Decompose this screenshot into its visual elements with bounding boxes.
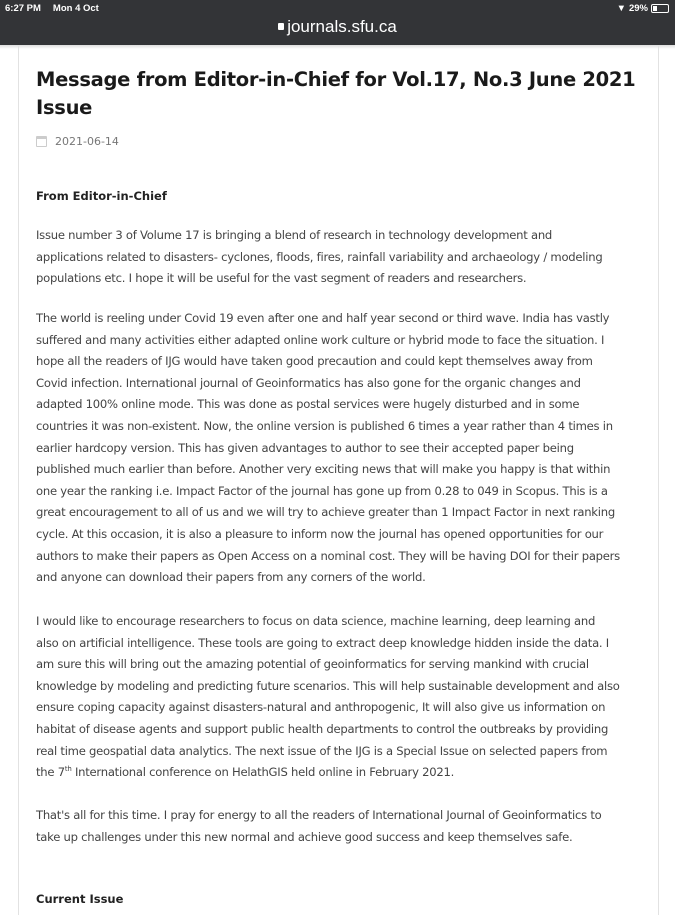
status-bar-left <box>5 3 111 14</box>
text-line: cycle. At this occasion, it is also a pleasure to inform now the journal has opened opportunities for our <box>36 526 604 541</box>
text-line: Issue number 3 of Volume 17 is bringing a blend of research in technology development and <box>36 228 553 242</box>
battery-percent: 29% <box>628 3 648 14</box>
text-line: earlier hardcopy version. This has given advantages to author to see their accepted paper being <box>36 440 574 455</box>
lock-icon <box>278 23 284 30</box>
page-title: Message from Editor-in-Chief for Vol.17, No.3 June 2021 Issue <box>36 68 636 119</box>
text-line: suffered and many activities either adapted online work culture or hybrid mode to face the situation. I <box>36 332 605 347</box>
current-issue-heading: Current Issue <box>36 892 124 906</box>
browser-top-bar <box>0 0 675 45</box>
text-line: adapted 100% online mode. This was done as postal services were hugely disturbed and in some <box>36 397 580 412</box>
text-line: knowledge by modeling and predicting future scenarios. This will help sustainable development and also <box>36 678 620 693</box>
calendar-icon <box>36 136 47 147</box>
article-date <box>36 135 119 148</box>
text-line: one year the ranking i.e. Impact Factor of the journal has gone up from 0.28 to 049 in Scopus. This is a <box>36 483 608 498</box>
text-part: the 7 <box>36 765 65 780</box>
address-bar[interactable] <box>0 17 675 37</box>
url-text: journals.sfu.ca <box>287 17 397 36</box>
text-line: published much earlier than before. Another very exciting news that will make you happy is that within <box>36 462 611 477</box>
text-line: populations etc. I hope it will be useful for the vast segment of readers and researchers. <box>36 271 527 286</box>
text-line: Covid infection. International journal of Geoinformatics has also gone for the organic changes and <box>36 375 581 390</box>
text-line: am sure this will bring out the amazing potential of geoinformatics for serving mankind with crucial <box>36 657 589 672</box>
text-line: and anyone can download their papers from any corners of the world. <box>36 570 426 585</box>
text-line <box>36 762 620 784</box>
text-line: I would like to encourage researchers to focus on data science, machine learning, deep learning and <box>36 614 596 628</box>
section-subheading: From Editor-in-Chief <box>36 189 167 203</box>
text-line: great encouragement to all of us and we will try to achieve greater than 1 Impact Factor in next ranking <box>36 505 615 520</box>
status-date: Mon 4 Oct <box>52 3 99 14</box>
paragraph-4 <box>36 805 601 848</box>
date-text: 2021-06-14 <box>55 135 119 148</box>
text-line: ensure coping capacity against disasters-natural and anthropogenic, It will also give us information on <box>36 700 606 715</box>
superscript: th <box>64 765 72 774</box>
text-line: real time geospatial data analytics. The next issue of the IJG is a Special Issue on selected papers from <box>36 743 608 758</box>
paragraph-2 <box>36 308 620 589</box>
text-line: authors to make their papers as Open Access on a nominal cost. They will be having DOI for their papers <box>36 548 620 563</box>
text-line: That's all for this time. I pray for energy to all the readers of International Journal of Geoinformatics to <box>36 808 602 822</box>
paragraph-3 <box>36 611 620 784</box>
text-line: habitat of disease agents and support public health departments to control the outbreaks by providing <box>36 721 609 736</box>
text-line: hope all the readers of IJG would have taken good precaution and could kept themselves away from <box>36 354 593 369</box>
text-line: take up challenges under this new normal and achieve good success and keep themselves safe. <box>36 829 573 844</box>
status-bar-right <box>617 3 669 14</box>
status-time: 6:27 PM <box>5 3 41 14</box>
battery-icon <box>651 4 669 13</box>
text-part: International conference on HelathGIS held online in February 2021. <box>71 765 455 780</box>
text-line: also on artificial intelligence. These tools are going to extract deep knowledge hidden inside the data. I <box>36 635 609 650</box>
text-line: applications related to disasters- cyclones, floods, fires, rainfall variability and archaeology / modeling <box>36 249 603 264</box>
text-line: countries it was non-existent. Now, the online version is published 6 times a year rather than 4 times in <box>36 418 613 433</box>
text-line: The world is reeling under Covid 19 even after one and half year second or third wave. India has vastly <box>36 311 610 325</box>
paragraph-1 <box>36 225 602 290</box>
wifi-icon: ▼ <box>616 3 626 14</box>
